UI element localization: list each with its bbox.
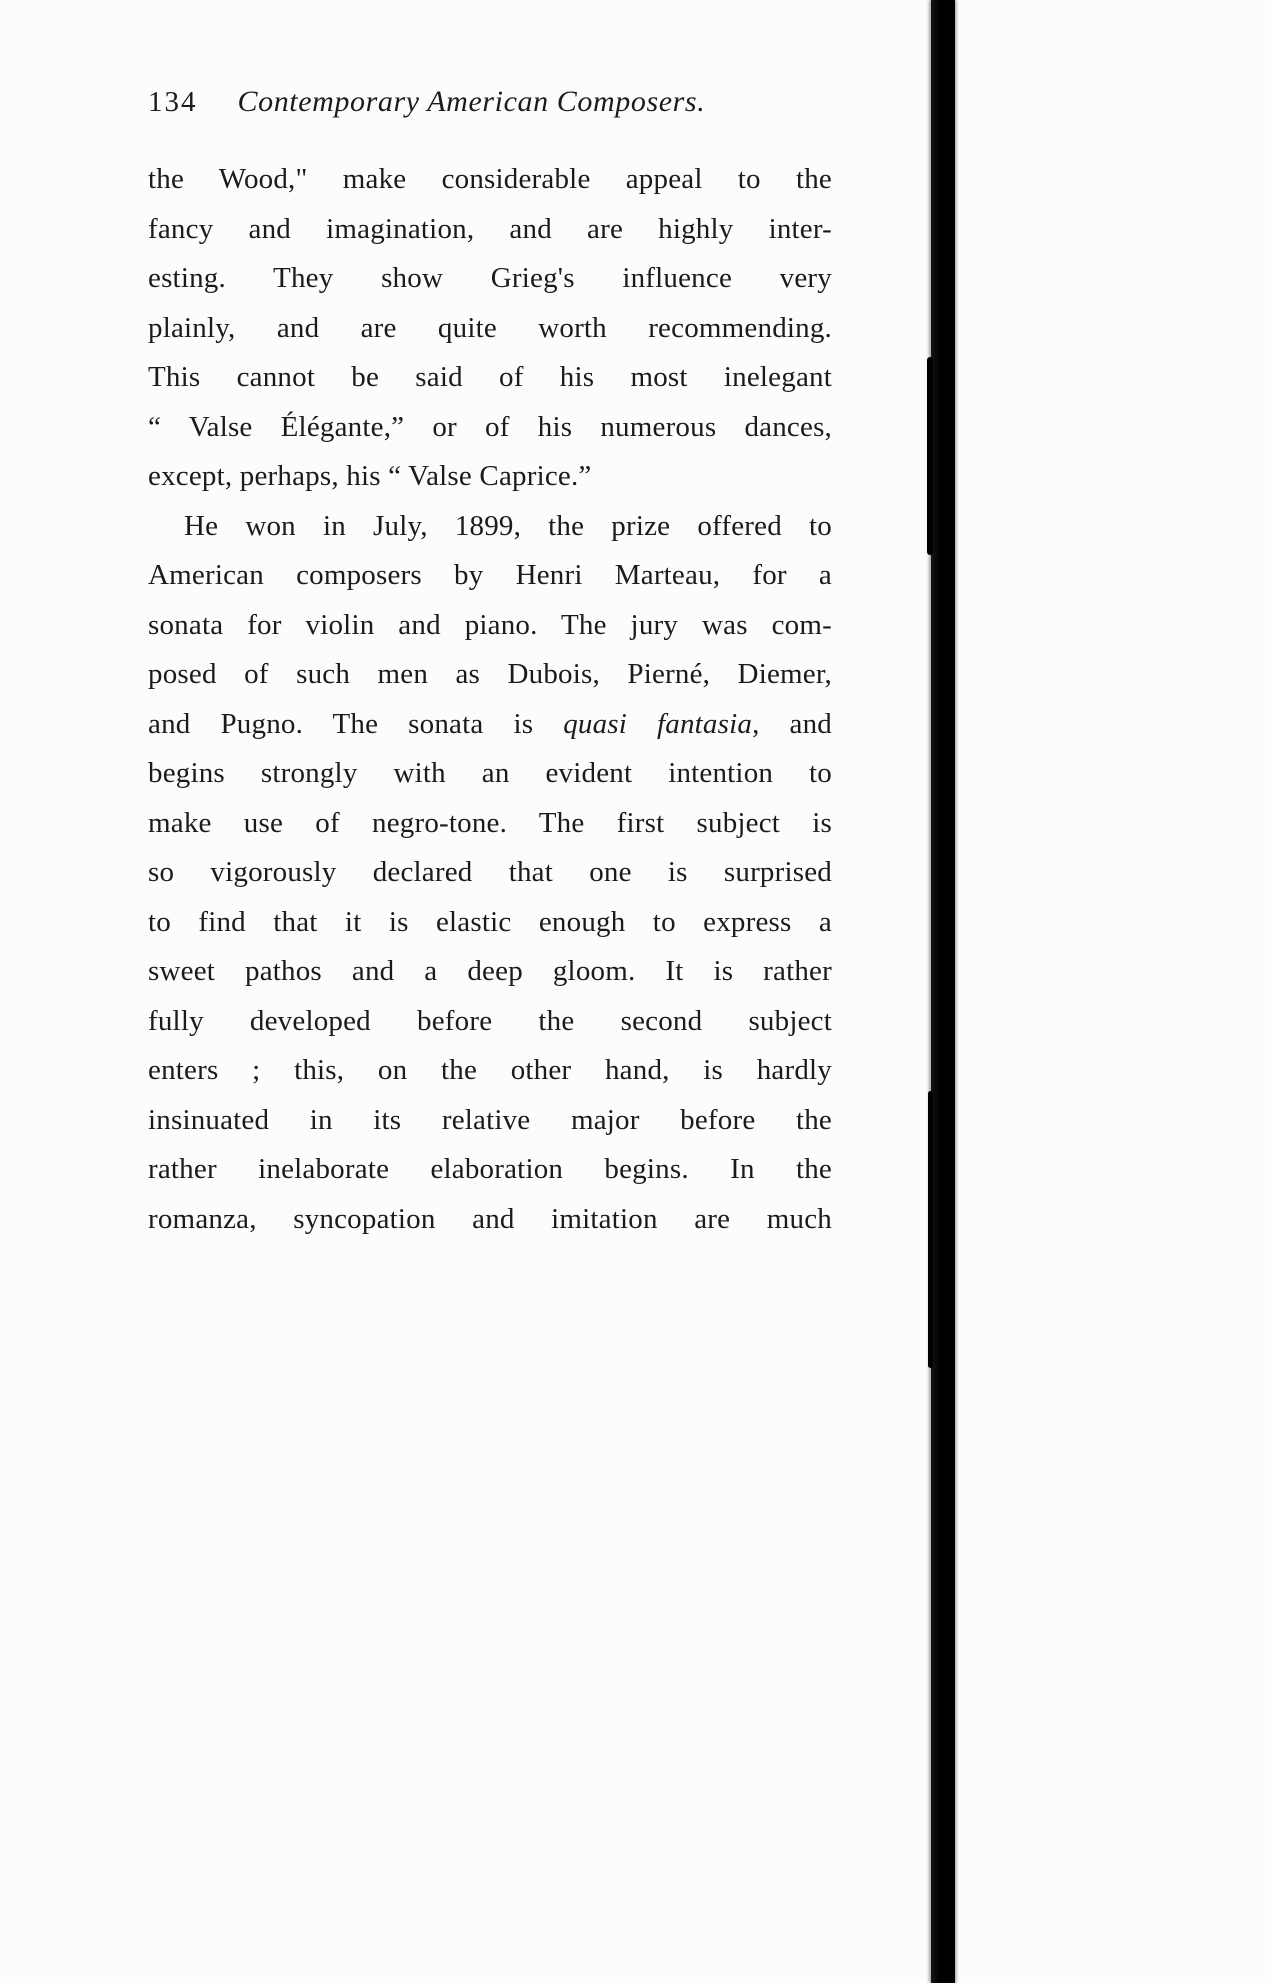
running-title: Contemporary American Composers. (237, 85, 706, 118)
text-line: the Wood," make considerable appeal to the (148, 163, 832, 195)
text-line: fully developed before the second subject (148, 1004, 832, 1037)
text-line: rather inelaborate elaboration begins. In the (148, 1153, 832, 1185)
text-line: fancy and imagination, and are highly inter- (148, 212, 832, 245)
text-line: and Pugno. The sonata is quasi fantasia, and (148, 707, 832, 740)
body-text (148, 155, 832, 1244)
text-line: enters ; this, on the other hand, is hardly (148, 1054, 832, 1086)
text-line: make use of negro-tone. The first subject is (148, 806, 832, 839)
text-line: “ Valse Élégante,” or of his numerous dances, (148, 410, 832, 443)
text-line: insinuated in its relative major before the (148, 1103, 832, 1136)
text-line: American composers by Henri Marteau, for a (148, 559, 832, 591)
text-line: romanza, syncopation and imitation are much (148, 1202, 832, 1235)
paragraph (148, 502, 832, 1245)
text-line: begins strongly with an evident intention to (148, 757, 832, 789)
text-line: so vigorously declared that one is surprised (148, 856, 832, 888)
text-line: posed of such men as Dubois, Pierné, Diemer, (148, 658, 832, 690)
binding-shadow (931, 0, 955, 1983)
text-line: He won in July, 1899, the prize offered to (184, 509, 832, 542)
paragraph (148, 155, 832, 502)
text-line: This cannot be said of his most inelegant (148, 361, 832, 393)
text-line: to find that it is elastic enough to express a (148, 905, 832, 938)
page-header (148, 84, 832, 120)
text-line: plainly, and are quite worth recommending. (148, 311, 832, 344)
text-line: sweet pathos and a deep gloom. It is rather (148, 955, 832, 987)
text-line: esting. They show Grieg's influence very (148, 262, 832, 294)
page-number: 134 (148, 86, 198, 118)
text-line: except, perhaps, his “ Valse Caprice.” (148, 460, 592, 492)
text-line: sonata for violin and piano. The jury was com- (148, 608, 832, 641)
